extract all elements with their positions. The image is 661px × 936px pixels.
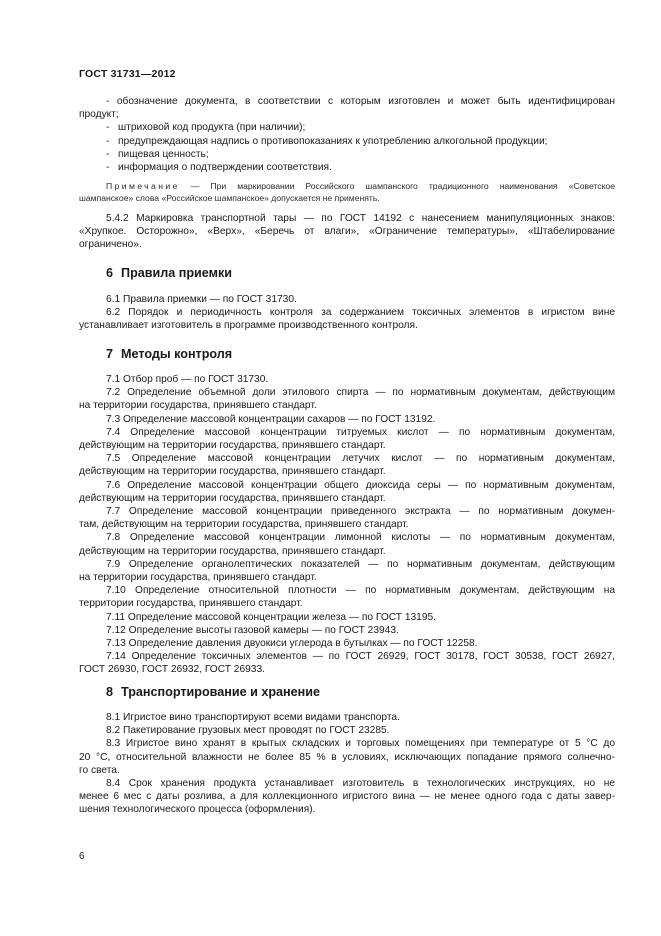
- section-6-body: [79, 293, 615, 333]
- list-item: [79, 135, 615, 148]
- list-item: [79, 161, 615, 174]
- document-header: ГОСТ 31731—2012: [79, 68, 176, 80]
- paragraph-line: 6.1 Правила приемки — по ГОСТ 31730.: [106, 294, 297, 305]
- marking-list: [79, 95, 615, 174]
- list-item-text: пищевая ценность;: [118, 148, 209, 160]
- paragraph-line: 7.7 Определение массовой концентрации приведенного экстракта — по нормативным докумен-: [106, 506, 615, 518]
- paragraph-line: 7.14 Определение токсичных элементов — по ГОСТ 26929, ГОСТ 30178, ГОСТ 30538, ГОСТ 26927,: [106, 651, 615, 663]
- paragraph-line: 8.3 Игристое вино хранят в крытых складских и торговых помещениях при температуре от 5 °С до: [106, 738, 615, 750]
- page-number: 6: [79, 851, 85, 862]
- paragraph-line: действующим на территории государства, принявшего стандарт.: [79, 440, 386, 452]
- paragraph-line: действующим на территории государства, принявшего стандарт.: [79, 545, 386, 557]
- paragraph-line: ограничено».: [79, 239, 142, 251]
- section-heading-7: [106, 346, 232, 362]
- dash: -: [106, 96, 110, 107]
- list-item: [79, 121, 615, 134]
- paragraph-line: 7.13 Определение давления двуокиси углерода в бутылках — по ГОСТ 12258.: [106, 638, 478, 650]
- paragraph-line: 7.6 Определение массовой концентрации общего диоксида серы — по нормативным документам,: [106, 479, 615, 491]
- list-item: [79, 95, 615, 108]
- note-line: [79, 180, 615, 192]
- section-heading-8: [106, 684, 320, 700]
- paragraph-line: 7.10 Определение относительной плотности — по нормативным документам, действующим на: [106, 585, 615, 597]
- paragraph-line: шения технологического процесса (оформления).: [79, 804, 316, 816]
- paragraph-line: го света.: [79, 764, 120, 776]
- section-8-body: [79, 711, 615, 817]
- section-number: 6: [106, 266, 114, 280]
- paragraph-line: 7.12 Определение высоты газовой камеры — по ГОСТ 23943.: [106, 624, 399, 636]
- paragraph-5-4-2: [79, 212, 615, 252]
- paragraph-line: действующим на территории государства, принявшего стандарт.: [79, 492, 386, 504]
- paragraph-line: действующим на территории государства, принявшего стандарт.: [79, 466, 386, 478]
- paragraph-line: территории государства, принявшего стандарт.: [79, 598, 303, 610]
- paragraph-line: там, действующим на территории государства, принявшего стандарт.: [79, 519, 409, 531]
- paragraph-line: 8.1 Игристое вино транспортируют всеми видами транспорта.: [106, 712, 400, 723]
- list-item-text: предупреждающая надпись о противопоказаниях к употреблению алкогольной продукции;: [118, 135, 548, 147]
- section-7-body: [79, 373, 615, 677]
- paragraph-line: «Хрупкое. Осторожно», «Верх», «Беречь от влаги», «Ограничение температуры», «Штабелирование: [79, 226, 615, 238]
- paragraph-line: 7.8 Определение массовой концентрации лимонной кислоты — по нормативным документам,: [106, 532, 615, 544]
- dash: -: [106, 162, 110, 174]
- list-item: [79, 148, 615, 161]
- paragraph-line: 20 °С, относительной влажности не более 85 % в условиях, исключающих попадание прямого солнечно-: [79, 751, 615, 763]
- note-line: шампанское» слова «Российское шампанское» допускается не применять.: [79, 193, 380, 204]
- paragraph-line: 7.4 Определение массовой концентрации титруемых кислот — по нормативным документам,: [106, 426, 615, 438]
- paragraph-line: ГОСТ 26930, ГОСТ 26932, ГОСТ 26933.: [79, 664, 265, 676]
- paragraph-line: 8.4 Срок хранения продукта устанавливает изготовитель в технологических инструкциях, но не: [106, 778, 615, 790]
- list-item-text: обозначение документа, в соответствии с которым изготовлен и может быть идентифицирован: [116, 96, 615, 107]
- section-title: Транспортирование и хранение: [121, 685, 320, 699]
- paragraph-line: 7.9 Определение органолептических показателей — по нормативным документам, действующим: [106, 558, 615, 570]
- list-item-text: информация о подтверждении соответствия.: [118, 162, 332, 174]
- paragraph-line: 7.1 Отбор проб — по ГОСТ 31730.: [106, 374, 269, 385]
- list-item-continuation: продукт;: [79, 109, 119, 121]
- paragraph-line: 7.2 Определение объемной доли этилового спирта — по нормативным документам, действующим: [106, 387, 615, 399]
- note-label: Примечание: [106, 181, 180, 191]
- note: [79, 180, 615, 205]
- paragraph-line: 5.4.2 Маркировка транспортной тары — по ГОСТ 14192 с нанесением манипуляционных знаков:: [106, 213, 615, 224]
- paragraph-line: 7.3 Определение массовой концентрации сахаров — по ГОСТ 13192.: [106, 413, 436, 425]
- paragraph-line: 7.5 Определение массовой концентрации летучих кислот — по нормативным документам,: [106, 453, 615, 465]
- paragraph-line: на территории государства, принявшего стандарт.: [79, 572, 317, 584]
- paragraph-line: 7.11 Определение массовой концентрации железа — по ГОСТ 13195.: [106, 611, 437, 623]
- section-number: 8: [106, 685, 114, 699]
- paragraph-line: 6.2 Порядок и периодичность контроля за содержанием токсичных элементов в игристом вине: [106, 307, 615, 319]
- section-title: Методы контроля: [121, 347, 233, 361]
- paragraph-line: устанавливает изготовитель в программе производственного контроля.: [79, 320, 418, 332]
- section-title: Правила приемки: [121, 266, 232, 280]
- section-heading-6: [106, 265, 232, 281]
- dash: -: [106, 148, 110, 160]
- dash: -: [106, 135, 110, 147]
- dash: -: [106, 122, 110, 134]
- paragraph-line: менее 6 мес с даты розлива, а для коллекционного игристого вина — не менее одного года с даты завер-: [79, 791, 615, 803]
- section-number: 7: [106, 347, 114, 361]
- paragraph-line: 8.2 Пакетирование грузовых мест проводят по ГОСТ 23285.: [106, 725, 390, 737]
- note-text: — При маркировании Российского шампанского традиционного наименования «Советское: [190, 181, 615, 191]
- paragraph-line: на территории государства, принявшего стандарт.: [79, 400, 317, 412]
- list-item-text: штриховой код продукта (при наличии);: [118, 122, 306, 134]
